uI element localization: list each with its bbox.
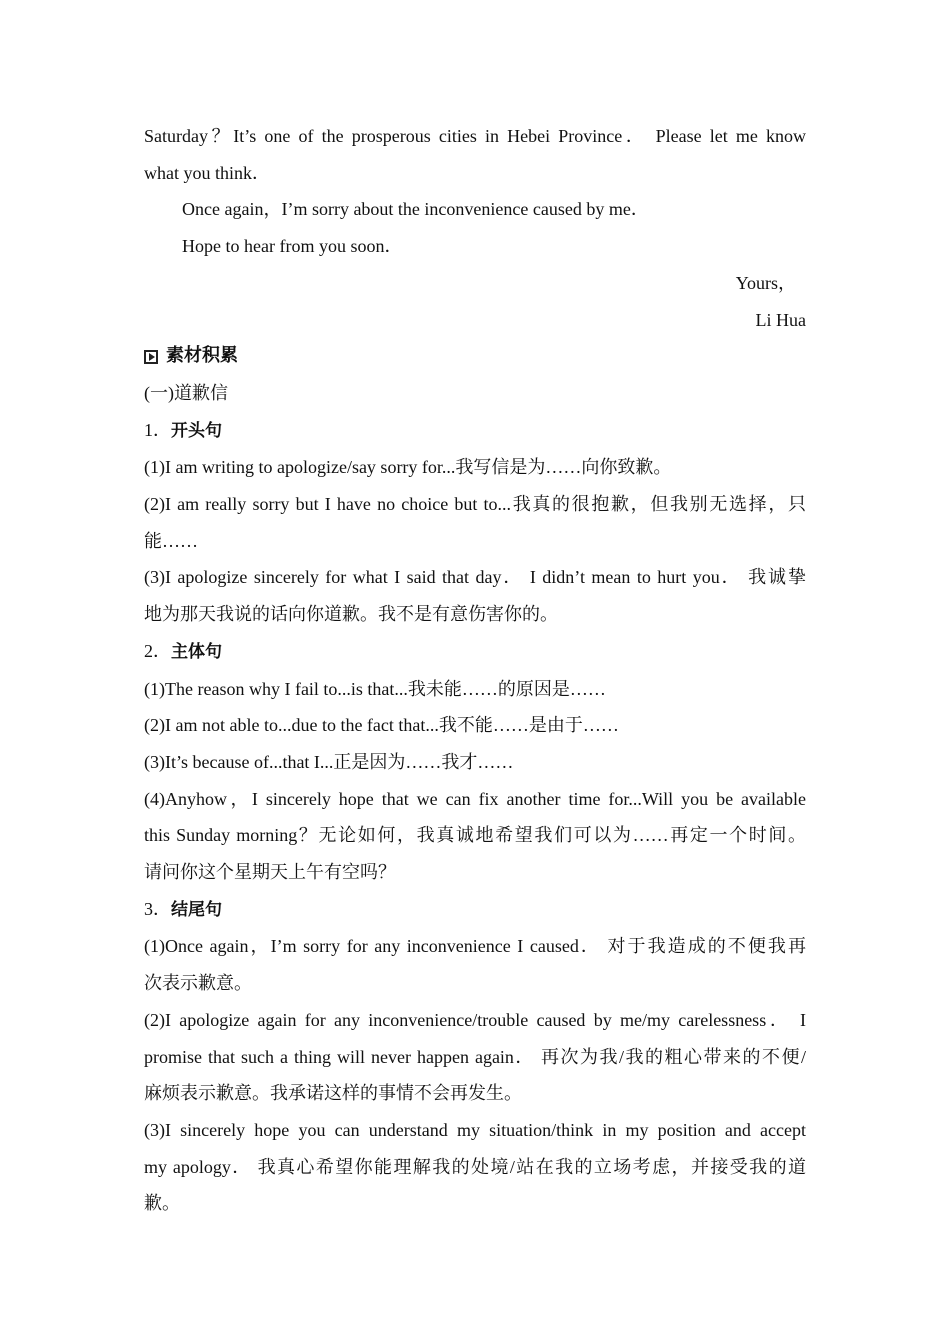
sentence-line: (2)I am really sorry but I have no choice but to...我真的很抱歉，但我别无选择，只 xyxy=(144,494,806,515)
sentence-line: 麻烦表示歉意。我承诺这样的事情不会再发生。 xyxy=(144,1083,522,1104)
play-icon xyxy=(144,350,158,364)
sentence-line: (3)It’s because of...that I...正是因为……我才…… xyxy=(144,751,514,772)
sentence-line: (1)The reason why I fail to...is that...我未能……的原因是…… xyxy=(144,678,606,699)
sentence-line: promise that such a thing will never happen again． 再次为我/我的粗心带来的不便/ xyxy=(144,1046,806,1067)
group-heading xyxy=(144,412,806,450)
group-heading xyxy=(144,633,806,671)
sentence-line: (4)Anyhow，I sincerely hope that we can fix another time for...Will you be available xyxy=(144,788,806,809)
sentence-line: (3)I apologize sincerely for what I said that day． I didn’t mean to hurt you． 我诚挚 xyxy=(144,567,806,588)
letter-text-line: Once again，I’m sorry about the inconvenience caused by me． xyxy=(182,199,649,220)
letter-text-line: what you think． xyxy=(144,162,270,183)
group-heading xyxy=(144,891,806,929)
letter-text-line: Hope to hear from you soon． xyxy=(182,236,403,257)
letter-signature: Li Hua xyxy=(755,309,806,330)
section-heading xyxy=(144,338,806,375)
sentence-line: (1)Once again，I’m sorry for any inconvenience I caused． 对于我造成的不便我再 xyxy=(144,936,806,957)
sentence-line: (3)I sincerely hope you can understand my situation/think in my position and accept xyxy=(144,1119,806,1140)
sentence-line: 次表示歉意。 xyxy=(144,973,252,994)
group-number: 3． xyxy=(144,898,171,919)
sentence-line: 歉。 xyxy=(144,1193,180,1214)
sentence-line: this Sunday morning？无论如何，我真诚地希望我们可以为……再定一个时间。 xyxy=(144,825,806,846)
sentence-line: (2)I apologize again for any inconvenience/trouble caused by me/my carelessness． I xyxy=(144,1009,806,1030)
sentence-line: (1)I am writing to apologize/say sorry for...我写信是为……向你致歉。 xyxy=(144,457,672,478)
sentence-line: (2)I am not able to...due to the fact that...我不能……是由于…… xyxy=(144,715,619,736)
sentence-line: my apology． 我真心希望你能理解我的处境/站在我的立场考虑，并接受我的道 xyxy=(144,1156,806,1177)
group-title: 结尾句 xyxy=(171,899,222,920)
sentence-line: 地为那天我说的话向你道歉。我不是有意伤害你的。 xyxy=(144,604,558,625)
group-number: 2． xyxy=(144,640,171,661)
group-number: 1． xyxy=(144,419,171,440)
sentence-line: 请问你这个星期天上午有空吗？ xyxy=(144,862,396,883)
letter-text-line: Saturday？It’s one of the prosperous cities in Hebei Province． Please let me know xyxy=(144,126,806,146)
sentence-line: 能…… xyxy=(144,530,198,551)
group-title: 主体句 xyxy=(171,641,222,662)
document-page xyxy=(144,118,806,1222)
category-title: (一)道歉信 xyxy=(144,382,228,403)
letter-closing: Yours， xyxy=(735,272,796,293)
section-heading-text: 素材积累 xyxy=(166,345,238,367)
group-title: 开头句 xyxy=(171,420,222,441)
